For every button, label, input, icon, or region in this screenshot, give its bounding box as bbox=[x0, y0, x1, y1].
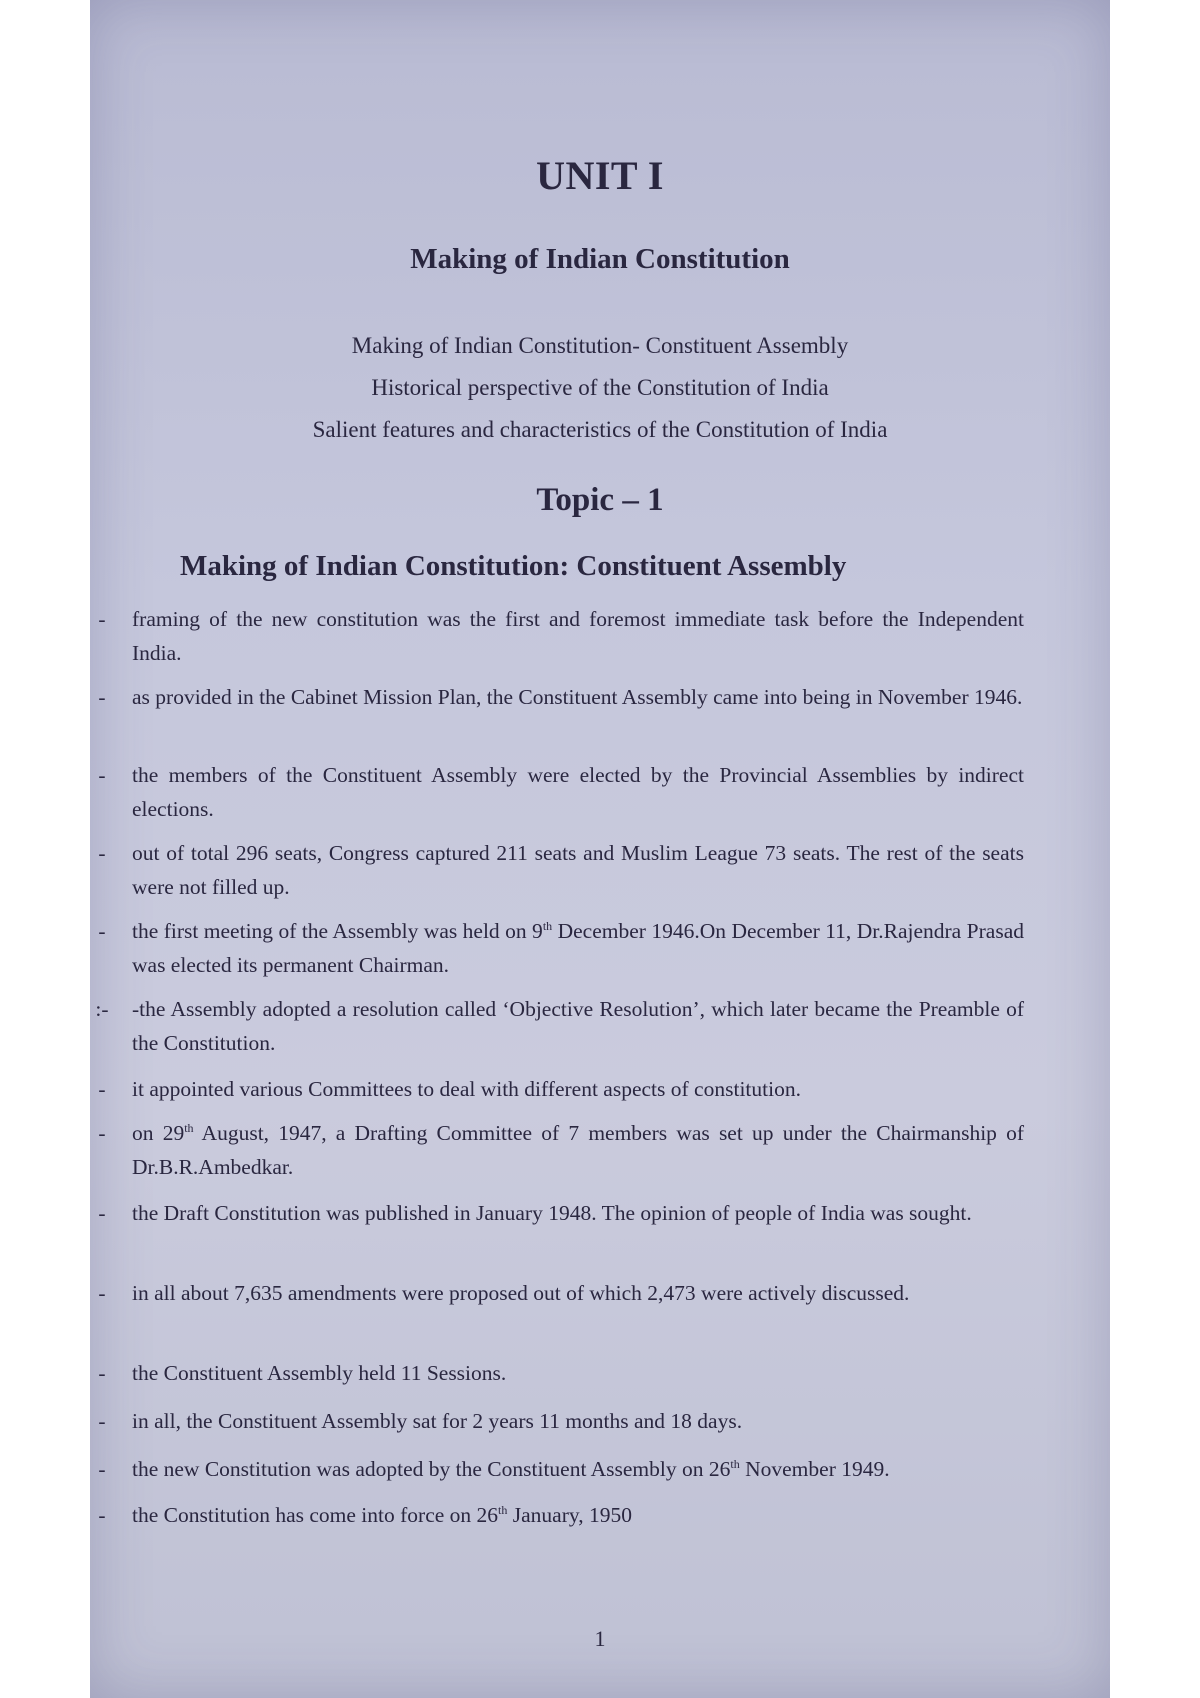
bullet-text: it appointed various Committees to deal with different aspects of constitution. bbox=[132, 1077, 801, 1101]
bullet-text: framing of the new constitution was the first and foremost immediate task before the Independent India. bbox=[132, 607, 1024, 665]
page-number: 1 bbox=[594, 1626, 606, 1651]
bullet-marker: - bbox=[98, 1457, 106, 1481]
document-page bbox=[90, 0, 1110, 1698]
bullet-marker: - bbox=[98, 1121, 106, 1145]
bullet-text: on 29th August, 1947, a Drafting Committee of 7 members was set up under the Chairmanship of Dr.B.R.Ambedkar. bbox=[132, 1120, 1025, 1179]
topics-overview-item: Salient features and characteristics of the Constitution of India bbox=[312, 417, 888, 442]
bullet-marker: - bbox=[98, 1201, 106, 1225]
bullet-marker: - bbox=[98, 1281, 106, 1305]
bullet-marker: - bbox=[98, 1361, 106, 1385]
bullet-text: in all, the Constituent Assembly sat for 2 years 11 months and 18 days. bbox=[132, 1409, 743, 1433]
bullet-text: out of total 296 seats, Congress captured 211 seats and Muslim League 73 seats. The rest of the seats were not filled up. bbox=[132, 841, 1024, 899]
bullet-text: the Draft Constitution was published in January 1948. The opinion of people of India was sought. bbox=[132, 1201, 972, 1225]
bullet-text: in all about 7,635 amendments were proposed out of which 2,473 were actively discussed. bbox=[132, 1281, 910, 1305]
bullet-marker: - bbox=[98, 1503, 106, 1527]
bullet-text: as provided in the Cabinet Mission Plan, the Constituent Assembly came into being in November 1946. bbox=[132, 685, 1023, 709]
bullet-text: the new Constitution was adopted by the Constituent Assembly on 26th November 1949. bbox=[132, 1456, 890, 1481]
bullet-marker: - bbox=[98, 1077, 106, 1101]
bullet-marker: - bbox=[98, 763, 106, 787]
unit-title: UNIT I bbox=[536, 153, 664, 198]
topics-overview-item: Historical perspective of the Constitution of India bbox=[371, 375, 829, 400]
bullet-text: the members of the Constituent Assembly were elected by the Provincial Assemblies by indirect elections. bbox=[132, 763, 1024, 821]
chapter-title: Making of Indian Constitution bbox=[410, 243, 790, 275]
bullet-text: the Constitution has come into force on 26th January, 1950 bbox=[132, 1502, 632, 1527]
bullet-text: the Constituent Assembly held 11 Sessions. bbox=[132, 1361, 507, 1385]
topic-subtitle: Making of Indian Constitution: Constituent Assembly bbox=[180, 550, 847, 582]
bullet-marker: - bbox=[98, 607, 106, 631]
topics-overview-list bbox=[90, 325, 1110, 451]
topics-overview-item: Making of Indian Constitution- Constituent Assembly bbox=[351, 333, 849, 358]
bullet-marker: - bbox=[98, 919, 106, 943]
bullet-text: -the Assembly adopted a resolution called ‘Objective Resolution’, which later became the Preamble of the Constitution. bbox=[132, 997, 1024, 1055]
topic-title: Topic – 1 bbox=[536, 482, 664, 518]
bullet-marker: - bbox=[98, 1409, 106, 1433]
bullet-marker: - bbox=[98, 685, 106, 709]
bullet-text: the first meeting of the Assembly was held on 9th December 1946.On December 11, Dr.Rajendra Prasad was elected its permanent Chairman. bbox=[132, 918, 1024, 977]
bullet-marker: - bbox=[98, 841, 106, 865]
bullet-marker: :- bbox=[95, 997, 109, 1021]
